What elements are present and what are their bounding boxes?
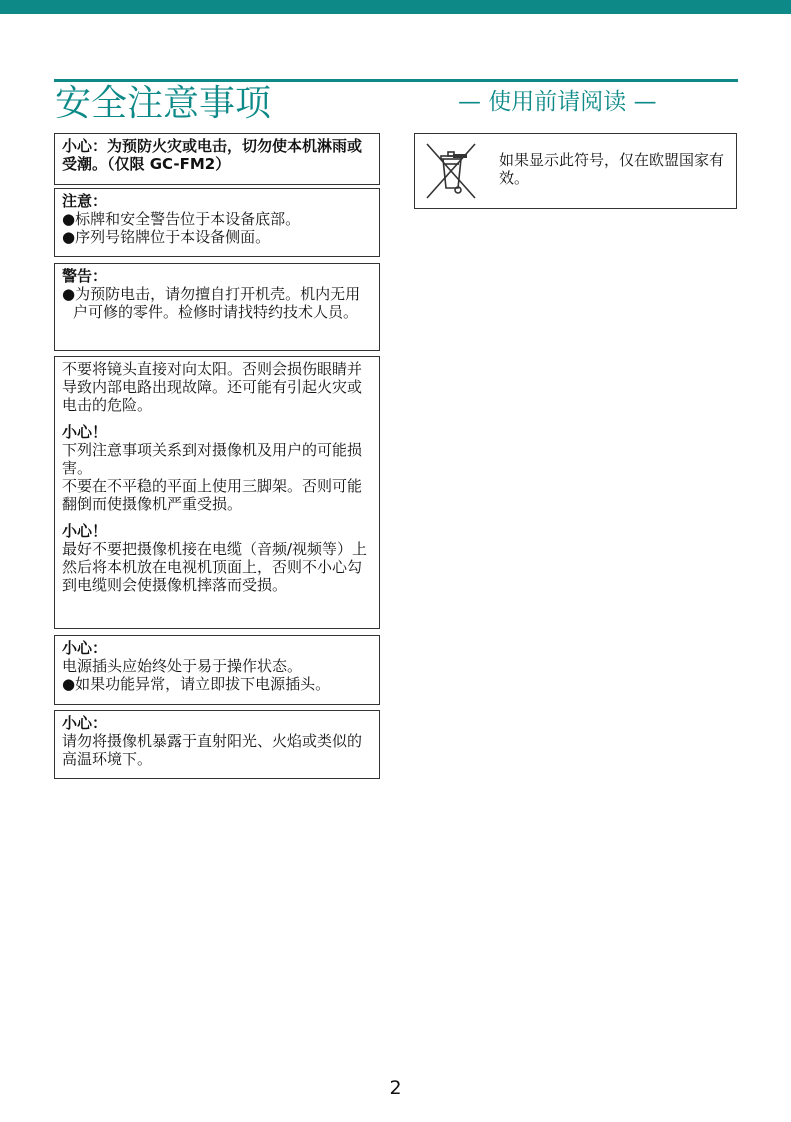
heat-caution-text: 请勿将摄像机暴露于直射阳光、火焰或类似的高温环境下。: [62, 732, 363, 768]
notice-item: ●标牌和安全警告位于本设备底部。: [62, 210, 301, 228]
notice-item: ●序列号铭牌位于本设备侧面。: [62, 228, 271, 246]
power-plug-heading: 小心：: [62, 639, 108, 657]
warning-item: ●为预防电击，请勿擅自打开机壳。机内无用户可修的零件。检修时请找特约技术人员。: [62, 285, 361, 321]
warning-box: [54, 263, 380, 351]
weee-notice-box: [414, 133, 737, 209]
heat-caution-box: [54, 710, 380, 779]
page-number: 2: [389, 1077, 402, 1099]
heat-caution-heading: 小心：: [62, 714, 108, 732]
warning-heading: 警告：: [62, 267, 108, 285]
crossed-out-wheelie-bin-icon: [423, 140, 479, 200]
top-accent-bar: [0, 0, 791, 14]
caution-fire-box: [54, 133, 380, 185]
notice-heading: 注意：: [62, 192, 108, 210]
sun-warning-text: 不要将镜头直接对向太阳。否则会损伤眼睛并导致内部电路出现故障。还可能有引起火灾或电击的危险。: [62, 360, 363, 414]
notice-box: [54, 188, 380, 257]
caution-heading: 小心！: [62, 522, 108, 540]
caution-fire-text: 小心：为预防火灾或电击，切勿使本机淋雨或受潮。（仅限 GC-FM2）: [62, 137, 363, 173]
cable-warning-text: 最好不要把摄像机接在电缆（音频/视频等）上然后将本机放在电视机顶面上，否则不小心勾到电缆则会使摄像机摔落而受损。: [62, 540, 368, 594]
power-plug-text: 电源插头应始终处于易于操作状态。: [62, 657, 303, 675]
damage-note-text: 下列注意事项关系到对摄像机及用户的可能损害。: [62, 441, 363, 477]
power-plug-item: ●如果功能异常，请立即拔下电源插头。: [62, 675, 331, 693]
precautions-box: [54, 356, 380, 629]
caution-heading: 小心！: [62, 423, 108, 441]
read-first-note: — 使用前请阅读 —: [458, 89, 657, 115]
power-plug-box: [54, 635, 380, 705]
page-title: 安全注意事项: [55, 83, 272, 124]
weee-notice-text: 如果显示此符号，仅在欧盟国家有效。: [499, 151, 725, 187]
tripod-warning-text: 不要在不平稳的平面上使用三脚架。否则可能翻倒而使摄像机严重受损。: [62, 477, 363, 513]
